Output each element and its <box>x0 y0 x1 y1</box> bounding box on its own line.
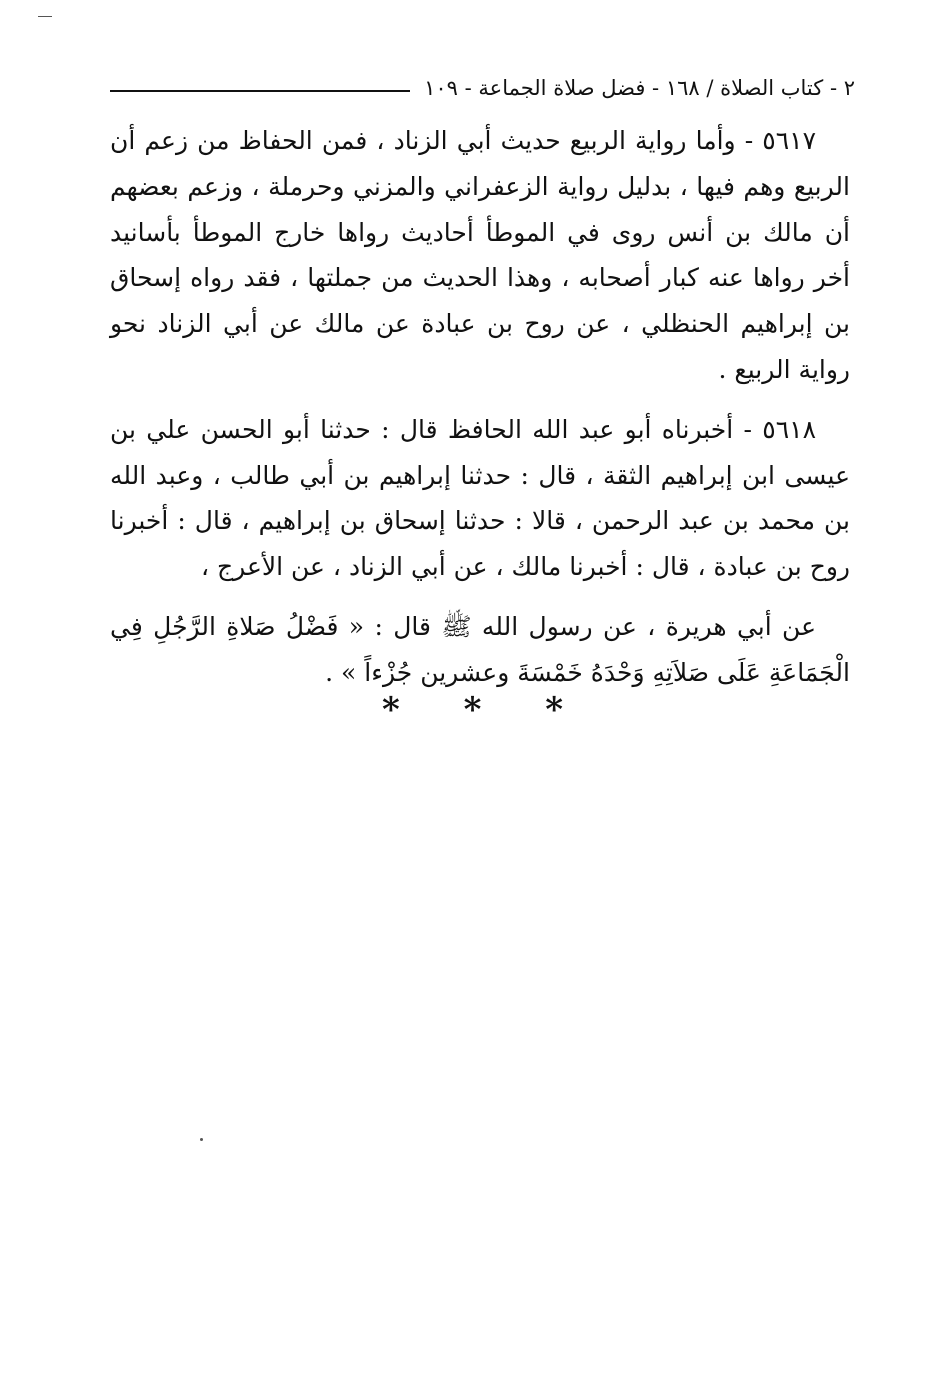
paragraph-5617: ٥٦١٧ - وأما رواية الربيع حديث أبي الزناد ، فمن الحفاظ من زعم أن الربيع وهم فيها ، بدليل رواية الزعفراني والمزني وحرملة ، وزعم بعضهم أن مالك بن أنس روى في الموطأ أحاديث رواها خارج الموطأ بأسانيد أخر رواها عنه كبار أصحابه ، وهذا الحديث من جملتها ، فقد رواه إسحاق بن إبراهيم الحنظلي ، عن روح بن عبادة عن مالك عن أبي الزناد نحو رواية الربيع . <box>110 126 850 384</box>
scan-speck <box>200 1138 203 1141</box>
main-text <box>110 118 850 710</box>
hadith-paragraph: عن أبي هريرة ، عن رسول الله ﷺ قال : « فَضْلُ صَلاةِ الرَّجُلِ فِي الْجَمَاعَةِ عَلَى صَلاَتِهِ وَحْدَهُ خَمْسَةَ وعشرين جُزْءاً » . <box>110 611 850 687</box>
separator-star: * <box>545 690 564 730</box>
running-header <box>110 62 855 102</box>
separator-star: * <box>381 690 400 730</box>
separator-star: * <box>463 690 482 730</box>
running-title: ٢ - كتاب الصلاة / ١٦٨ - فضل صلاة الجماعة - ١٠٩ <box>424 76 855 100</box>
header-rule <box>110 90 410 92</box>
paragraph-5618: ٥٦١٨ - أخبرناه أبو عبد الله الحافظ قال : حدثنا أبو الحسن علي بن عيسى ابن إبراهيم الثقة ، قال : حدثنا إبراهيم بن أبي طالب ، وعبد الله بن محمد بن عبد الرحمن ، قالا : حدثنا إسحاق بن إبراهيم ، قال : أخبرنا روح بن عبادة ، قال : أخبرنا مالك ، عن أبي الزناد ، عن الأعرج ، <box>110 414 850 582</box>
scan-speck <box>38 16 52 17</box>
section-separator <box>0 690 945 730</box>
